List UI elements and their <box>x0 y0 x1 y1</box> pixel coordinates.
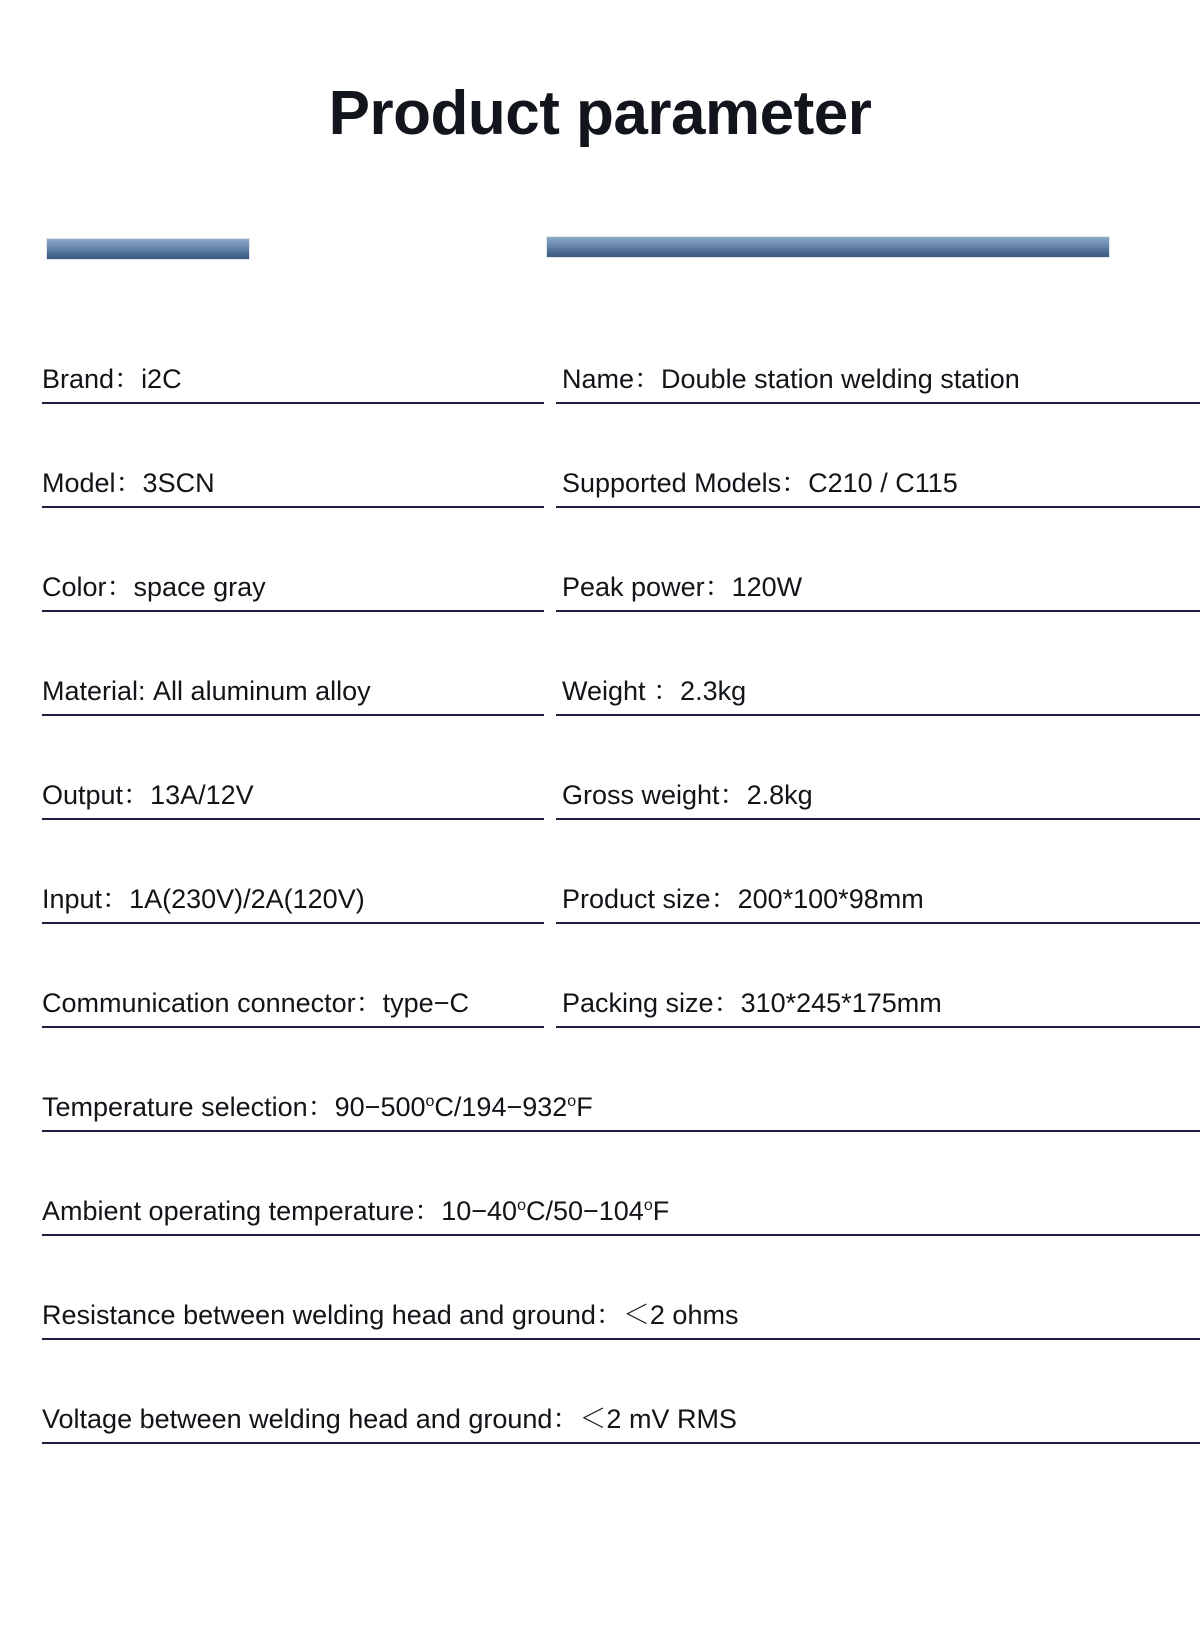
spec-cell-peak-power <box>556 574 1200 612</box>
spec-cell-model <box>42 470 544 508</box>
spec-value: i2C <box>141 366 182 394</box>
spec-row <box>0 612 1200 716</box>
spec-label: Resistance between welding head and ground： <box>42 1302 623 1330</box>
spec-value: ＜2 ohms <box>622 1302 739 1330</box>
spec-label: Packing size： <box>562 990 741 1018</box>
spec-cell-product-size <box>556 886 1200 924</box>
spec-label: Supported Models： <box>562 470 809 498</box>
spec-label: Peak power： <box>562 574 732 602</box>
spec-value: All aluminum alloy <box>153 678 371 706</box>
spec-label: Material: <box>42 678 146 706</box>
spec-label: Model： <box>42 470 143 498</box>
spec-label: Input： <box>42 886 130 914</box>
spec-label: Gross weight： <box>562 782 747 810</box>
degree-icon: o <box>567 1094 577 1110</box>
spec-label: Name： <box>562 366 662 394</box>
spec-value: Double station welding station <box>661 366 1020 394</box>
spec-cell-input <box>42 886 544 924</box>
spec-cell-supported-models <box>556 470 1200 508</box>
spec-value: 90−500 <box>334 1094 426 1122</box>
spec-value: C210 / C115 <box>808 470 958 498</box>
spec-row <box>0 1132 1200 1236</box>
spec-row <box>0 508 1200 612</box>
spec-label: Voltage between welding head and ground： <box>42 1406 580 1434</box>
spec-cell-packing-size <box>556 990 1200 1028</box>
spec-cell-temperature-selection <box>42 1094 1200 1132</box>
spec-cell-gross-weight <box>556 782 1200 820</box>
spec-row <box>0 820 1200 924</box>
spec-value: 1A(230V)/2A(120V) <box>129 886 365 914</box>
spec-row <box>0 716 1200 820</box>
spec-row <box>0 1236 1200 1340</box>
section-bar-right <box>546 236 1110 258</box>
spec-cell-brand <box>42 366 544 404</box>
degree-icon: o <box>425 1094 435 1110</box>
spec-value: 200*100*98mm <box>737 886 924 914</box>
spec-value: 13A/12V <box>150 782 254 810</box>
spec-row <box>0 1340 1200 1444</box>
section-bar-left <box>46 238 250 260</box>
spec-label: Temperature selection： <box>42 1094 335 1122</box>
spec-label: Product size： <box>562 886 738 914</box>
spec-cell-name <box>556 366 1200 404</box>
degree-icon: o <box>517 1198 526 1214</box>
page-title: Product parameter <box>328 79 872 148</box>
spec-value: 2.8kg <box>746 782 813 810</box>
spec-cell-ambient-operating-temperature <box>42 1198 1200 1236</box>
spec-rows <box>0 300 1200 1444</box>
spec-value: ＜2 mV RMS <box>579 1406 737 1434</box>
spec-cell-voltage-to-ground <box>42 1406 1200 1444</box>
spec-cell-output <box>42 782 544 820</box>
spec-row <box>0 924 1200 1028</box>
spec-value: 120W <box>731 574 803 602</box>
spec-cell-resistance-to-ground <box>42 1302 1200 1340</box>
spec-value: 10−40 <box>441 1198 518 1226</box>
spec-label: Color： <box>42 574 134 602</box>
spec-value: C/50−104 <box>525 1198 644 1226</box>
spec-value: 3SCN <box>142 470 215 498</box>
spec-label: Communication connector： <box>42 990 383 1018</box>
spec-row <box>0 1028 1200 1132</box>
spec-label: Output： <box>42 782 151 810</box>
spec-value: 2.3kg <box>680 678 747 706</box>
spec-row <box>0 300 1200 404</box>
spec-value: 310*245*175mm <box>740 990 942 1018</box>
spec-cell-communication-connector <box>42 990 544 1028</box>
degree-icon: o <box>643 1198 653 1214</box>
spec-label: Ambient operating temperature： <box>42 1198 442 1226</box>
spec-value: C/194−932 <box>434 1094 568 1122</box>
spec-cell-color <box>42 574 544 612</box>
spec-value: F <box>576 1094 593 1122</box>
spec-cell-material <box>42 678 544 716</box>
spec-row <box>0 404 1200 508</box>
spec-cell-weight <box>556 678 1200 716</box>
spec-value: space gray <box>133 574 266 602</box>
spec-label: Brand： <box>42 366 142 394</box>
spec-label: Weight ： <box>562 678 681 706</box>
spec-value: F <box>652 1198 670 1226</box>
spec-value: type−C <box>382 990 469 1018</box>
